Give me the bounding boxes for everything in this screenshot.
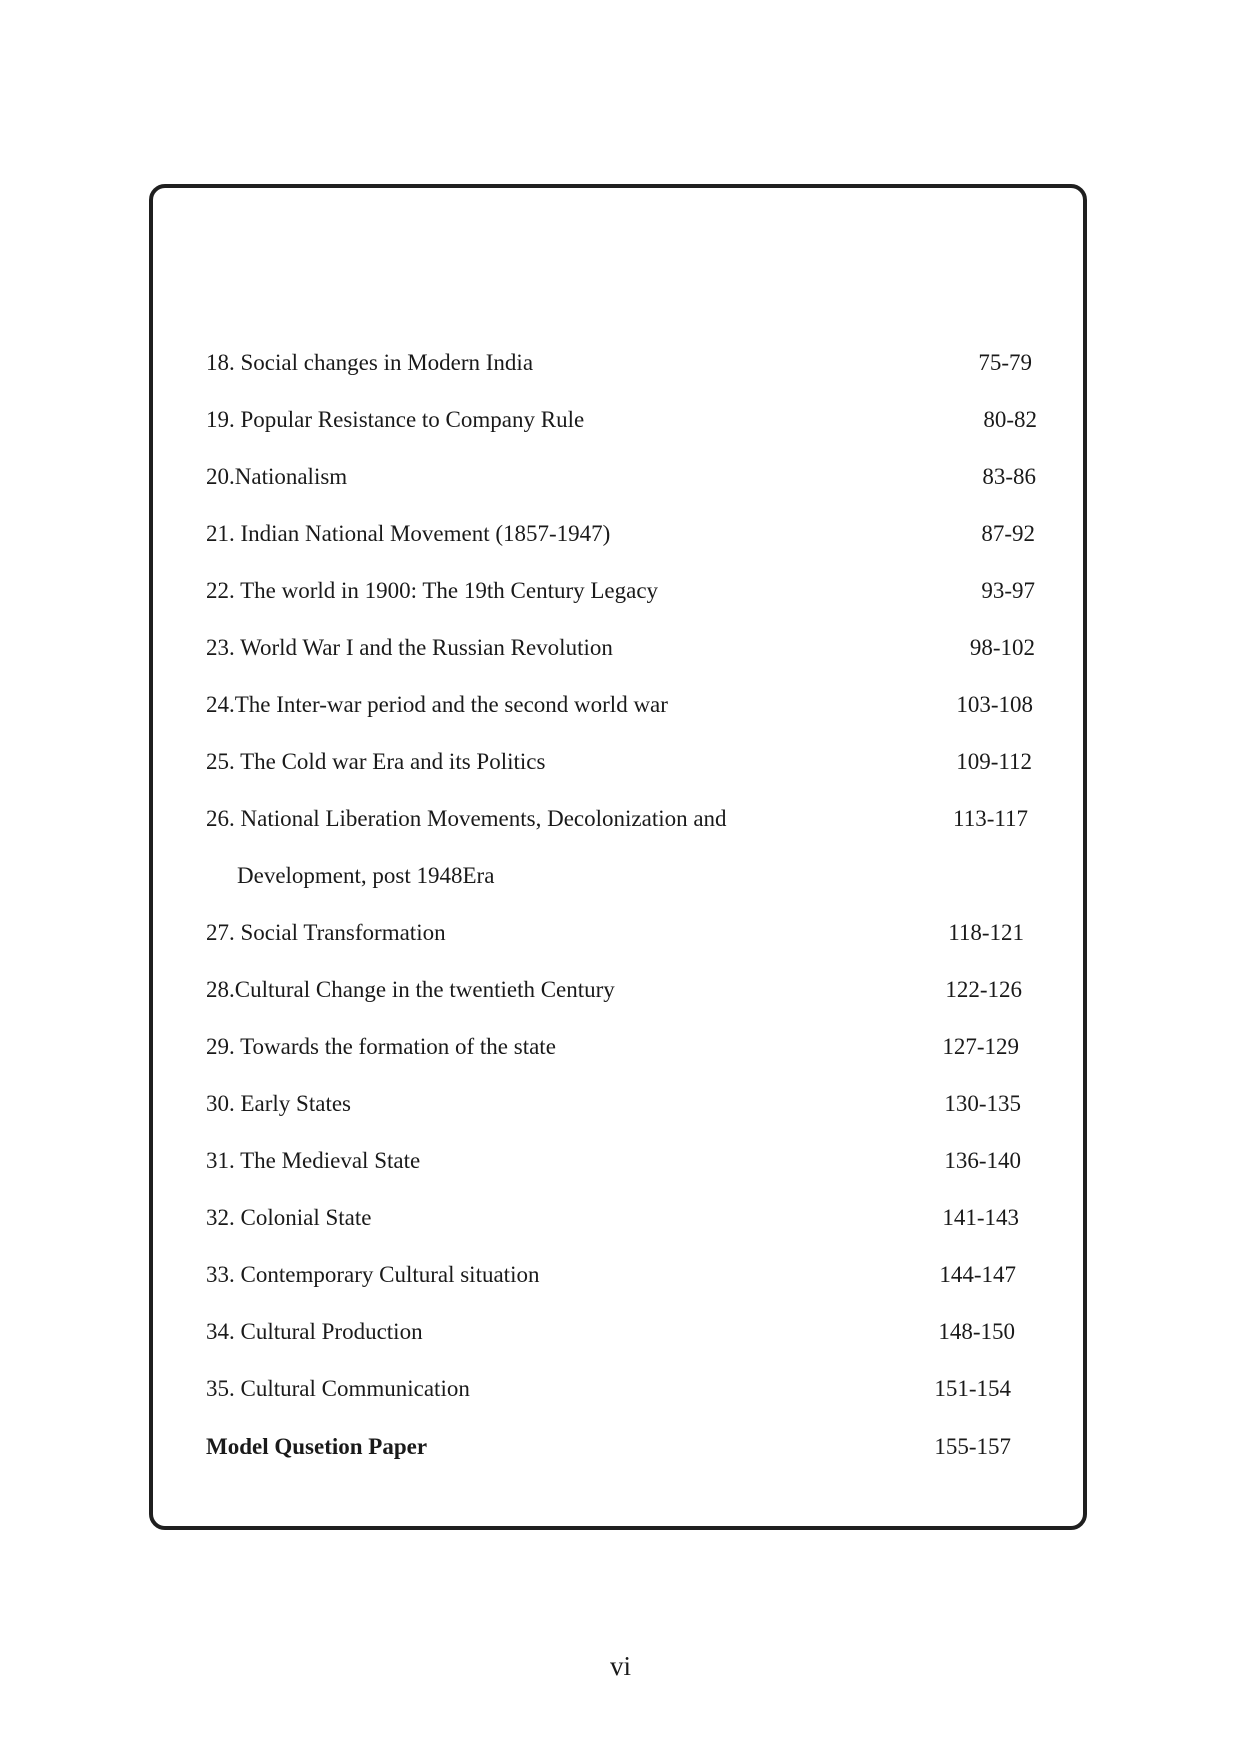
toc-entry-34[interactable] <box>0 1312 1241 1352</box>
toc-entry-title: Model Qusetion Paper <box>206 1434 428 1459</box>
toc-entry-title: 32. Colonial State <box>206 1205 372 1230</box>
toc-entry-title: 35. Cultural Communication <box>206 1376 470 1401</box>
toc-entry-title: 31. The Medieval State <box>206 1148 421 1173</box>
toc-entry-24[interactable] <box>0 685 1241 725</box>
toc-entry-title: 23. World War I and the Russian Revolution <box>206 635 613 660</box>
toc-entry-31[interactable] <box>0 1141 1241 1181</box>
toc-entry-pages: 122-126 <box>945 977 1022 1002</box>
toc-entry-30[interactable] <box>0 1084 1241 1124</box>
toc-entry-32[interactable] <box>0 1198 1241 1238</box>
toc-entry-19[interactable] <box>0 400 1241 440</box>
toc-entry-title: 28.Cultural Change in the twentieth Century <box>206 977 615 1002</box>
toc-entry-pages: 93-97 <box>981 578 1035 603</box>
toc-entry-title: Development, post 1948Era <box>237 863 495 888</box>
page-number: vi <box>609 1651 631 1681</box>
toc-entry-21[interactable] <box>0 514 1241 554</box>
toc-entry-title: 34. Cultural Production <box>206 1319 423 1344</box>
toc-entry-title: 27. Social Transformation <box>206 920 446 945</box>
toc-entry-title: 29. Towards the formation of the state <box>206 1034 556 1059</box>
toc-entry-28[interactable] <box>0 970 1241 1010</box>
toc-entry-title: 33. Contemporary Cultural situation <box>206 1262 540 1287</box>
toc-entry-title: 21. Indian National Movement (1857-1947) <box>206 521 611 546</box>
toc-entry-26[interactable] <box>0 799 1241 839</box>
toc-entry-33[interactable] <box>0 1255 1241 1295</box>
toc-entry-29[interactable] <box>0 1027 1241 1067</box>
toc-entry-pages: 87-92 <box>981 521 1035 546</box>
toc-entry-20[interactable] <box>0 457 1241 497</box>
toc-entry-model-question-paper[interactable] <box>0 1427 1241 1467</box>
toc-entry-pages: 127-129 <box>942 1034 1019 1059</box>
toc-entry-pages: 155-157 <box>934 1434 1011 1459</box>
toc-entry-pages: 80-82 <box>983 407 1037 432</box>
toc-entry-title: 19. Popular Resistance to Company Rule <box>206 407 585 432</box>
toc-entry-title: 22. The world in 1900: The 19th Century Legacy <box>206 578 659 603</box>
toc-entry-pages: 83-86 <box>982 464 1036 489</box>
toc-entry-pages: 151-154 <box>934 1376 1011 1401</box>
toc-entry-pages: 113-117 <box>953 806 1028 831</box>
toc-entry-18[interactable] <box>0 343 1241 383</box>
toc-entry-title: 25. The Cold war Era and its Politics <box>206 749 546 774</box>
toc-entry-pages: 130-135 <box>944 1091 1021 1116</box>
toc-entry-title: 24.The Inter-war period and the second world war <box>206 692 668 717</box>
toc-entry-pages: 141-143 <box>942 1205 1019 1230</box>
toc-entry-title: 26. National Liberation Movements, Decolonization and <box>206 806 727 831</box>
toc-entry-pages: 98-102 <box>969 635 1035 660</box>
toc-entry-pages: 148-150 <box>938 1319 1015 1344</box>
toc-entry-35[interactable] <box>0 1369 1241 1409</box>
toc-entry-title: 30. Early States <box>206 1091 351 1116</box>
toc-entry-25[interactable] <box>0 742 1241 782</box>
toc-entry-pages: 118-121 <box>948 920 1024 945</box>
toc-entry-pages: 103-108 <box>956 692 1033 717</box>
toc-entry-title: 18. Social changes in Modern India <box>206 350 534 375</box>
toc-entry-pages: 109-112 <box>956 749 1032 774</box>
toc-entry-22[interactable] <box>0 571 1241 611</box>
toc-entry-23[interactable] <box>0 628 1241 668</box>
toc-entry-27[interactable] <box>0 913 1241 953</box>
toc-entry-pages: 136-140 <box>944 1148 1021 1173</box>
toc-entry-26-continued <box>0 856 1241 896</box>
toc-entry-pages: 144-147 <box>939 1262 1016 1287</box>
toc-entry-pages: 75-79 <box>978 350 1032 375</box>
toc-entry-title: 20.Nationalism <box>206 464 348 489</box>
